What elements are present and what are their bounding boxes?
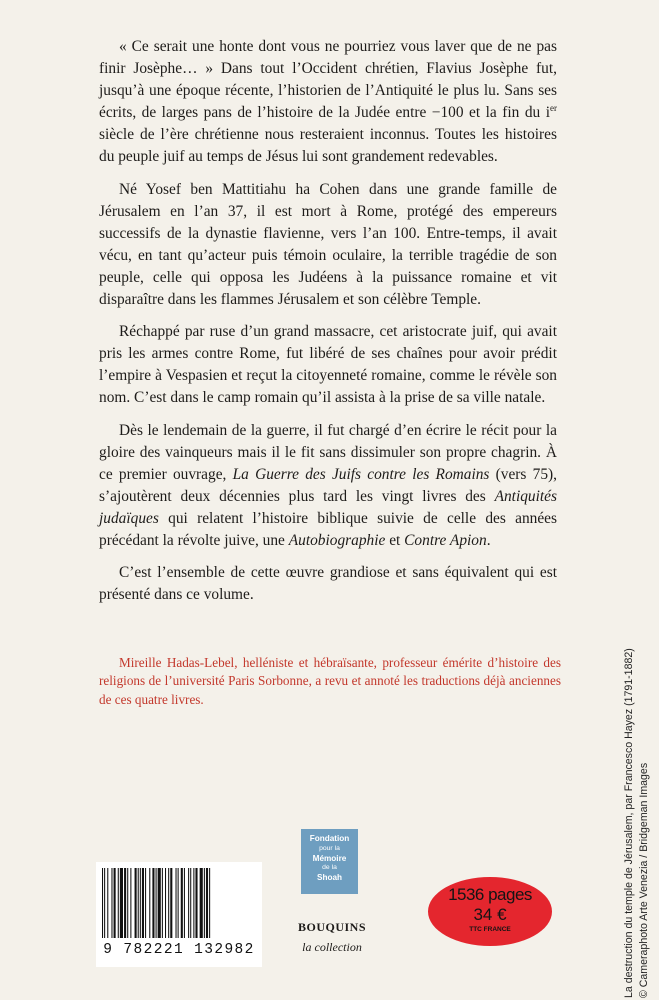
- fondation-line-2: pour la: [319, 844, 340, 852]
- fondation-shoah-logo: [301, 829, 358, 894]
- fondation-line-1: Fondation: [309, 834, 350, 843]
- isbn-barcode: [96, 862, 262, 967]
- photo-credit: [622, 558, 651, 998]
- publisher-name: BOUQUINS: [297, 920, 366, 934]
- price-value: 34 €: [473, 905, 507, 924]
- fondation-line-4: de la: [322, 864, 337, 872]
- price-badge: [428, 877, 552, 946]
- fondation-line-3: Mémoire: [312, 853, 347, 863]
- editor-credit: Mireille Hadas-Lebel, helléniste et hébraïsante, professeur émérite d’histoire des religions de l’université Paris Sorbonne, a revu et annoté les traductions déjà anciennes de ces quatre livres.: [99, 655, 561, 707]
- page-count: 1536 pages: [448, 885, 532, 904]
- isbn-number: 9 782221 132982: [103, 942, 255, 958]
- paragraph-5: C’est l’ensemble de cette œuvre grandiose et sans équivalent qui est présenté dans ce volume.: [99, 564, 557, 604]
- barcode-bars: [102, 868, 256, 938]
- fondation-line-5: Shoah: [316, 873, 343, 883]
- photo-credit-line-1: La destruction du temple de Jérusalem, par Francesco Hayez (1791-1882): [623, 648, 635, 998]
- photo-credit-line-2: © Cameraphoto Arte Venezia / Bridgeman Images: [637, 762, 650, 998]
- paragraph-3: Réchappé par ruse d’un grand massacre, cet aristocrate juif, qui avait pris les armes contre Rome, fut libéré de ses chaînes pour avoir prédit l’empire à Vespasien et reçut la citoyenneté romaine, comme le révèle son nom. C’est dans le camp romain qu’il assista à la prise de sa ville natale.: [99, 323, 557, 407]
- publisher-collection: la collection: [302, 940, 362, 954]
- paragraph-2: Né Yosef ben Mattitiahu ha Cohen dans une grande famille de Jérusalem en l’an 37, il est mort à Rome, protégé des empereurs successifs de la dynastie flavienne, vers l’an 100. Entre-temps, il avait vécu, en tant qu’acteur puis témoin oculaire, la terrible tragédie de son peuple, celle qui opposa les Judéens à la puissance romaine et vit disparaître dans les flammes Jérusalem et son célèbre Temple.: [99, 180, 557, 309]
- price-ttc-label: TTC FRANCE: [469, 926, 511, 933]
- paragraph-1: « Ce serait une honte dont vous ne pourriez vous laver que de ne pas finir Josèphe… » Dans tout l’Occident chrétien, Flavius Josèphe fut, jusqu’à une époque récente, l’historien de l’Antiquité le plus lu. Sans ses écrits, de larges pans de l’histoire de la Judée entre −100 et la fin du $i^{er}$ siècle de l’ère chrétienne nous resteraient inconnus. Toutes les histoires du peuple juif au temps de Jésus lui sont grandement redevables.: [99, 38, 557, 166]
- paragraph-4: Dès le lendemain de la guerre, il fut chargé d’en écrire le récit pour la gloire des vainqueurs mais il le fit sans dissimuler son propre chagrin. À ce premier ouvrage, La Guerre des Juifs contre les Romains (vers 75), s’ajoutèrent deux décennies plus tard les vingt livres des Antiquités judaïques qui relatent l’histoire biblique suivie de celle des années précédant la révolte juive, une Autobiographie et Contre Apion.: [99, 421, 558, 549]
- back-cover-text: [99, 36, 557, 616]
